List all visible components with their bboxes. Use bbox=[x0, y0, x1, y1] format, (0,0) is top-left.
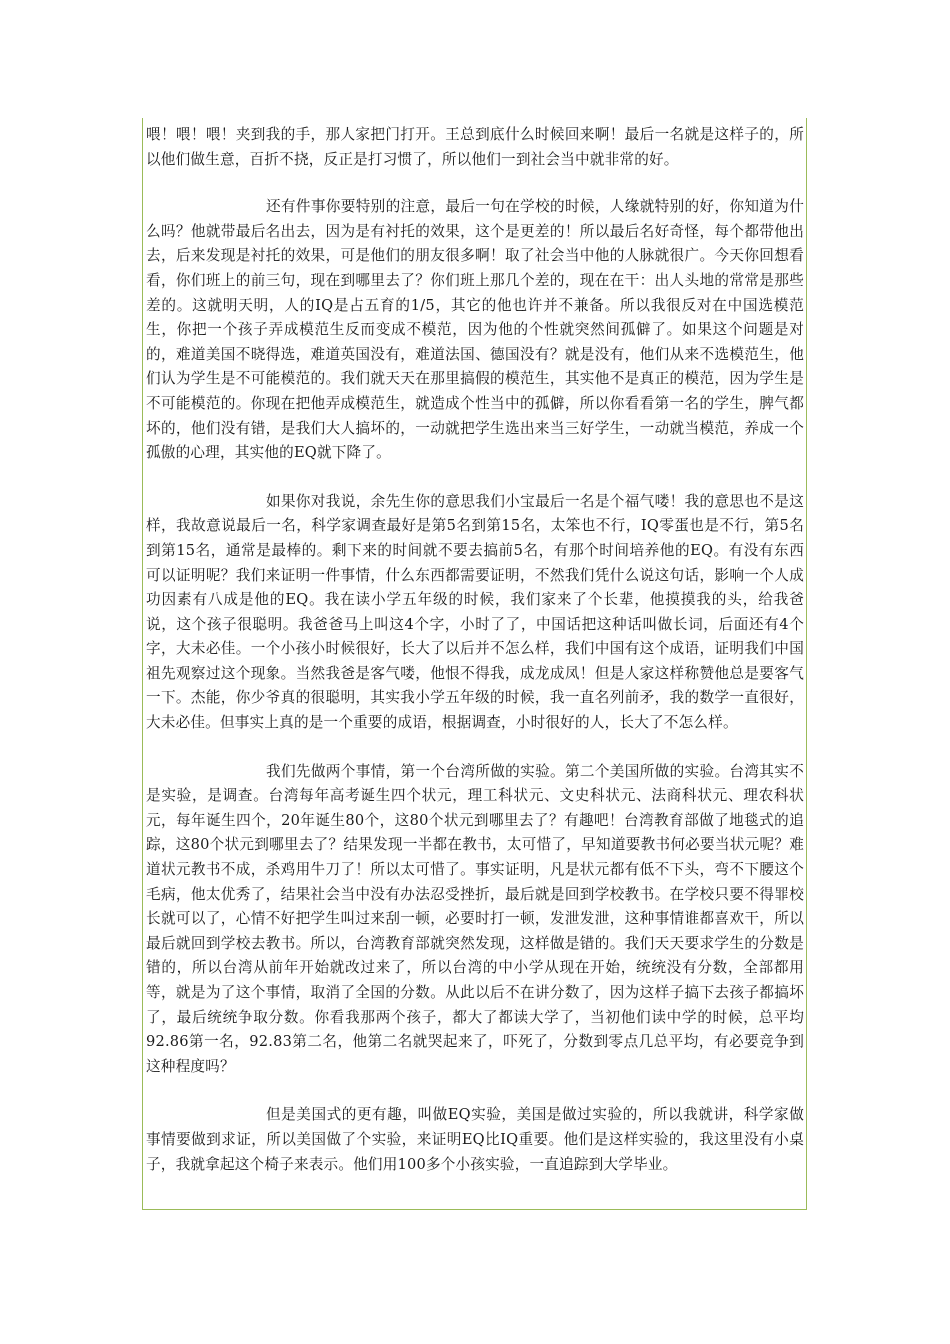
paragraph-1: 喂！喂！喂！夹到我的手，那人家把门打开。王总到底什么时候回来啊！最后一名就是这样子的，所以他们做生意，百折不挠，反正是打习惯了，所以他们一到社会当中就非常的好。 bbox=[146, 126, 804, 168]
paragraph-5: 但是美国式的更有趣，叫做EQ实验，美国是做过实验的，所以我就讲，科学家做事情要做到求证，所以美国做了个实验，来证明EQ比IQ重要。他们是这样实验的，我这里没有小桌子，我就拿起这个椅子来表示。他们用100多个小孩实验，一直追踪到大学毕业。 bbox=[146, 1106, 804, 1173]
paragraph-3: 如果你对我说，余先生你的意思我们小宝最后一名是个福气喽！我的意思也不是这样，我故意说最后一名，科学家调查最好是第5名到第15名，太笨也不行，IQ零蛋也是不行，第5名到第15名，通常是最棒的。剩下来的时间就不要去搞前5名，有那个时间培养他的EQ。有没有东西可以证明呢？我们来证明一件事情，什么东西都需要证明，不然我们凭什么说这句话，影响一个人成功因素有八成是他的EQ。我在读小学五年级的时候，我们家来了个长辈，他摸摸我的头，给我爸说，这个孩子很聪明。我爸爸马上叫这4个字，小时了了，中国话把这种话叫做长词，后面还有4个字，大未必佳。一个小孩小时候很好，长大了以后并不怎么样，我们中国有这个成语，证明我们中国祖先观察过这个现象。当然我爸是客气喽，他恨不得我，成龙成凤！但是人家这样称赞他总是要客气一下。杰能，你少爷真的很聪明，其实我小学五年级的时候，我一直名列前矛，我的数学一直很好，大未必佳。但事实上真的是一个重要的成语，根据调查，小时很好的人，长大了不怎么样。 bbox=[146, 492, 804, 732]
paragraph-4: 我们先做两个事情，第一个台湾所做的实验。第二个美国所做的实验。台湾其实不是实验，是调查。台湾每年高考诞生四个状元，理工科状元、文史科状元、法商科状元、理农科状元，每年诞生四个，20年诞生80个，这80个状元到哪里去了？有趣吧！台湾教育部做了地毯式的追踪，这80个状元到哪里去了？结果发现一半都在教书，太可惜了，早知道要教书何必要当状元呢？难道状元教书不成，杀鸡用牛刀了！所以太可惜了。事实证明，凡是状元都有低不下头，弯不下腰这个毛病，他太优秀了，结果社会当中没有办法忍受挫折，最后就是回到学校教书。在学校只要不得罪校长就可以了，心情不好把学生叫过来刮一顿，必要时打一顿，发泄发泄，这种事情谁都喜欢干，所以最后就回到学校去教书。所以，台湾教育部就突然发现，这样做是错的。我们天天要求学生的分数是错的，所以台湾从前年开始就改过来了，所以台湾的中小学从现在开始，统统没有分数，全部都用等，就是为了这个事情，取消了全国的分数。从此以后不在讲分数了，因为这样子搞下去孩子都搞坏了，最后统统争取分数。你看我那两个孩子，都大了都读大学了，当初他们读中学的时候，总平均92.86第一名，92.83第二名，他第二名就哭起来了，吓死了，分数到零点几总平均，有必要竞争到这种程度吗？ bbox=[146, 762, 804, 1075]
document-body bbox=[146, 123, 804, 1201]
paragraph-2: 还有件事你要特别的注意，最后一句在学校的时候，人缘就特别的好，你知道为什么吗？他就带最后名出去，因为是有衬托的效果，这个是更差的！所以最后名好奇怪，每个都带他出去，后来发现是衬托的效果，可是他们的朋友很多啊！取了社会当中他的人脉就很广。今天你回想看看，你们班上的前三句，现在到哪里去了？你们班上那几个差的，现在在干：出人头地的常常是那些差的。这就明天明，人的IQ是占五育的1/5，其它的他也许并不兼备。所以我很反对在中国选模范生，你把一个孩子弄成模范生反而变成不模范，因为他的个性就突然间孤僻了。如果这个问题是对的，难道美国不晓得选，难道英国没有，难道法国、德国没有？就是没有，他们从来不选模范生，他们认为学生是不可能模范的。我们就天天在那里搞假的模范生，其实他不是真正的模范，因为学生是不可能模范的。你现在把他弄成模范生，就造成个性当中的孤僻，所以你看看第一名的学生，脾气都坏的，他们没有错，是我们大人搞坏的，一动就把学生选出来当三好学生，一动就当模范，养成一个孤傲的心理，其实他的EQ就下降了。 bbox=[146, 198, 804, 462]
